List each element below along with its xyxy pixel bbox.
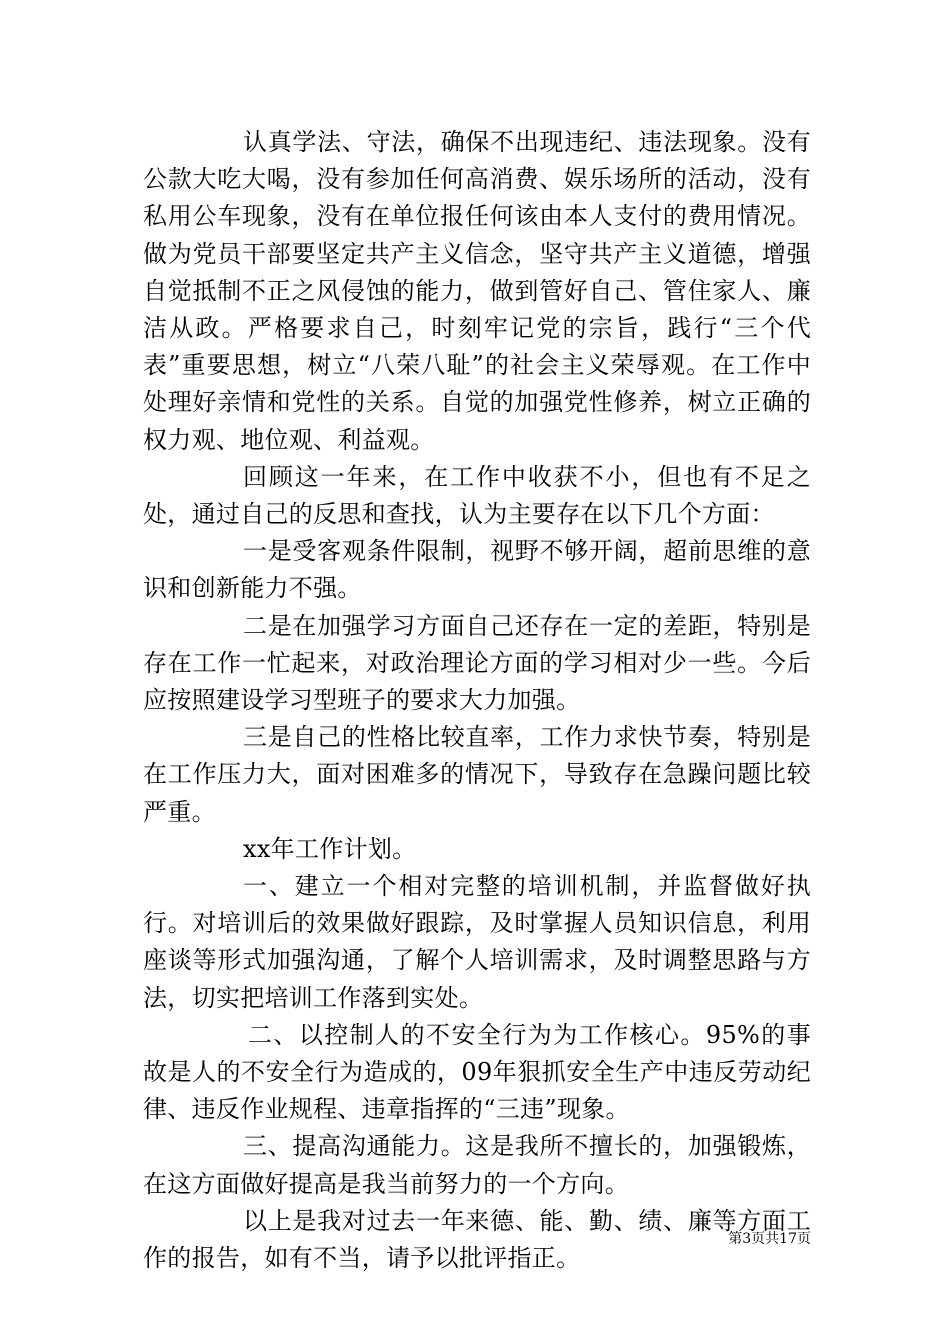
paragraph-integrity: 认真学法、守法，确保不出现违纪、违法现象。没有公款大吃大喝，没有参加任何高消费、娱乐场所的活动，没有私用公车现象，没有在单位报任何该由本人支付的费用情况。做为党员干部要坚定共产主义信念，坚守共产主义道德，增强自觉抵制不正之风侵蚀的能力，做到管好自己、管住家人、廉洁从政。严格要求自己，时刻牢记党的宗旨，践行“三个代表”重要思想，树立“八荣八耻”的社会主义荣辱观。在工作中处理好亲情和党性的关系。自觉的加强党性修养，树立正确的权力观、地位观、利益观。 [143,128,811,454]
paragraph-plan-3: 三、提高沟通能力。这是我所不擅长的，加强锻炼，在这方面做好提高是我当前努力的一个方向。 [143,1132,811,1198]
section-heading-work-plan: xx年工作计划。 [243,834,417,863]
paragraph-shortcoming-1: 一是受客观条件限制，视野不够开阔，超前思维的意识和创新能力不强。 [143,537,811,603]
paragraph-plan-2: 二、以控制人的不安全行为为工作核心。95%的事故是人的不安全行为造成的，09年狠抓安全生产中违反劳动纪律、违反作业规程、违章指挥的“三违”现象。 [143,1020,811,1124]
paragraph-closing: 以上是我对过去一年来德、能、勤、绩、廉等方面工作的报告，如有不当，请予以批评指正。 [143,1206,811,1273]
page-number-footer: 第3页共17页 [728,1231,811,1247]
paragraph-shortcoming-2: 二是在加强学习方面自己还存在一定的差距，特别是存在工作一忙起来，对政治理论方面的学习相对少一些。今后应按照建设学习型班子的要求大力加强。 [143,611,811,715]
paragraph-shortcoming-3: 三是自己的性格比较直率，工作力求快节奏，特别是在工作压力大，面对困难多的情况下，导致存在急躁问题比较严重。 [143,723,811,826]
paragraph-plan-1: 一、建立一个相对完整的培训机制，并监督做好执行。对培训后的效果做好跟踪，及时掌握人员知识信息，利用座谈等形式加强沟通，了解个人培训需求，及时调整思路与方法，切实把培训工作落到实处。 [143,872,811,1012]
paragraph-review-intro: 回顾这一年来，在工作中收获不小，但也有不足之处，通过自己的反思和查找，认为主要存在以下几个方面： [143,462,811,529]
document-body [143,124,811,1277]
